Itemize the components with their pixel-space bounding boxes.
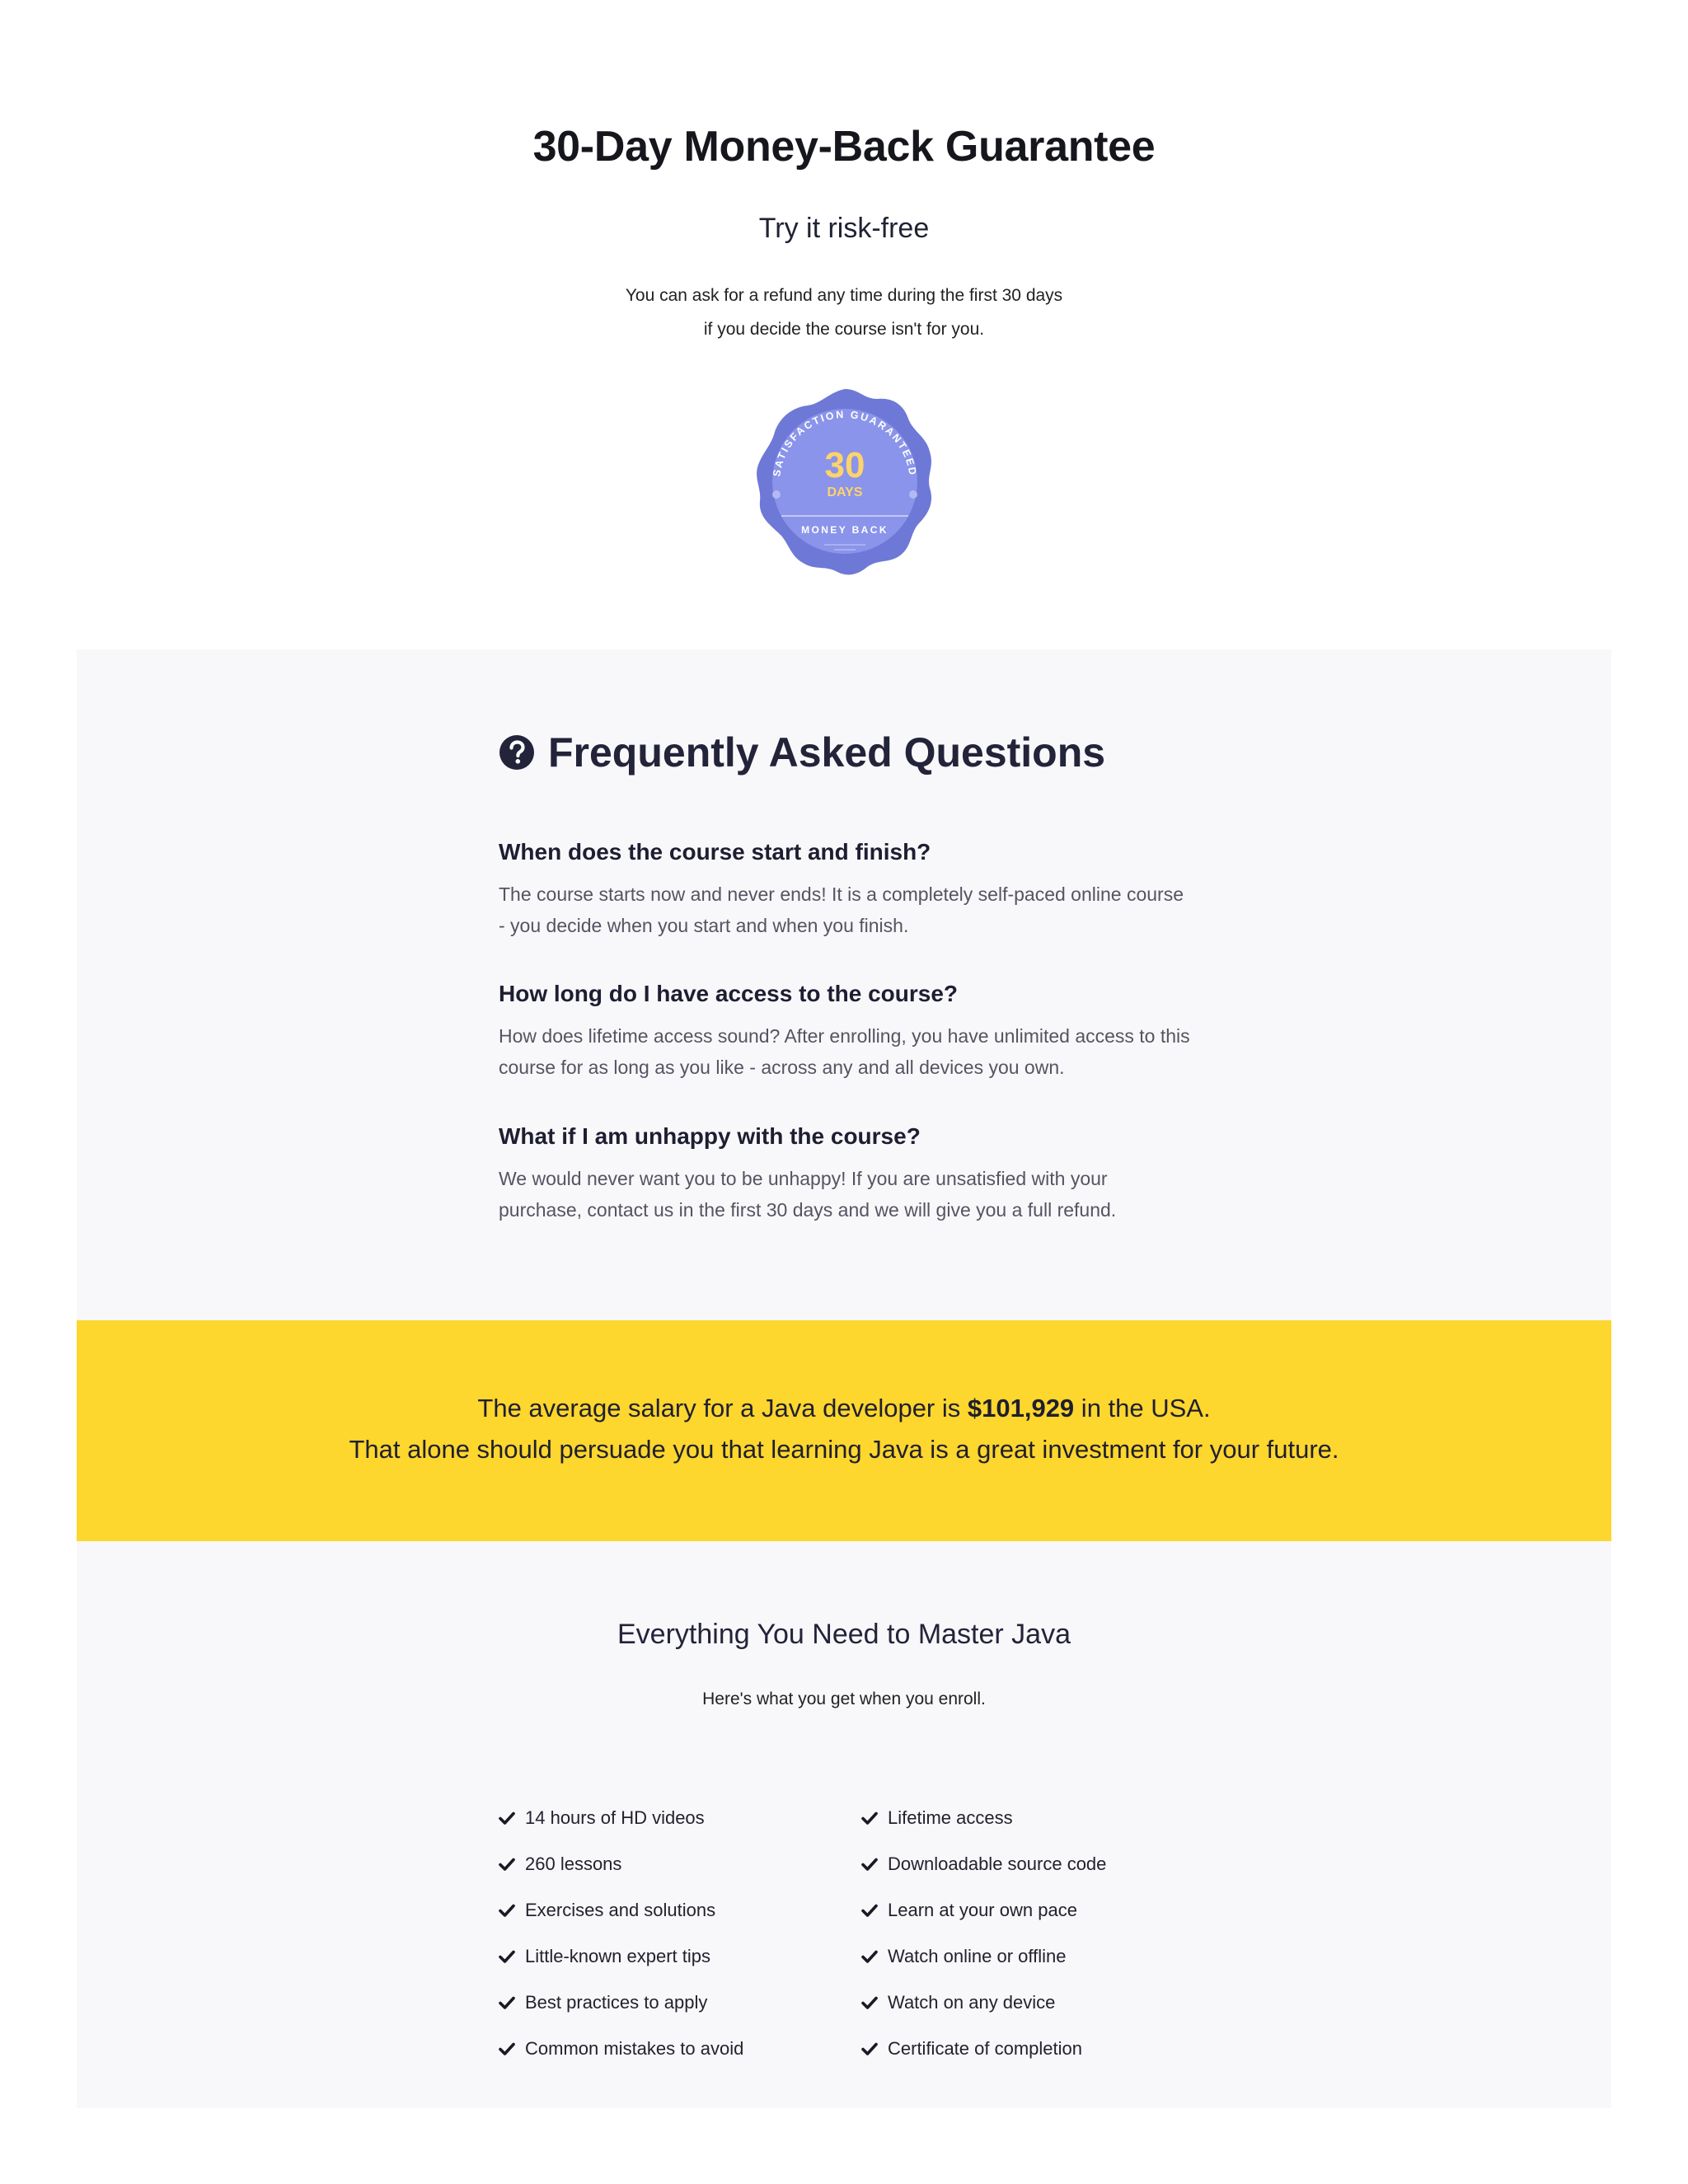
feature-label: Watch on any device	[888, 1992, 1056, 2013]
feature-item	[861, 1795, 1224, 1841]
feature-item	[861, 1841, 1224, 1887]
feature-label: 260 lessons	[525, 1854, 622, 1874]
question-circle-icon	[499, 734, 535, 771]
feature-item	[499, 1795, 861, 1841]
badge-dot-left	[772, 490, 781, 499]
checkmark-icon	[861, 1948, 878, 1965]
feature-label: 14 hours of HD videos	[525, 1807, 705, 1828]
faq-title	[499, 725, 1207, 780]
checkmark-icon	[861, 1856, 878, 1872]
checkmark-icon	[499, 1948, 515, 1965]
master-subtitle: Here's what you get when you enroll.	[702, 1690, 986, 1708]
guarantee-text	[0, 279, 1688, 346]
feature-label: Lifetime access	[888, 1807, 1013, 1828]
feature-item	[499, 1980, 861, 2026]
guarantee-section	[0, 0, 1688, 651]
faq-answer: The course starts now and never ends! It is a completely self-paced online course - you decide when you start and when you finish.	[499, 883, 1184, 936]
badge-dot-right	[909, 490, 917, 499]
badge-arc-text: SATISFACTION GUARANTEED	[771, 408, 919, 478]
salary-banner	[77, 1320, 1611, 1541]
faq-answer: How does lifetime access sound? After enrolling, you have unlimited access to this course for as long as you like - across any and all devices you own.	[499, 1025, 1190, 1078]
feature-column-right	[861, 1795, 1224, 2072]
badge-unit: DAYS	[827, 485, 863, 499]
guarantee-title: 30-Day Money-Back Guarantee	[532, 123, 1156, 171]
feature-label: Exercises and solutions	[525, 1900, 716, 1920]
faq-question: When does the course start and finish?	[499, 839, 931, 865]
faq-item	[499, 837, 1207, 941]
faq-question: How long do I have access to the course?	[499, 981, 959, 1006]
feature-item	[499, 1841, 861, 1887]
badge-number: 30	[824, 445, 865, 485]
guarantee-text-line-2: if you decide the course isn't for you.	[703, 320, 985, 339]
money-back-badge	[750, 386, 940, 580]
banner-line-1-start: The average salary for a Java developer is	[477, 1394, 968, 1422]
feature-column-left	[499, 1795, 861, 2072]
banner-line-1-end: in the USA.	[1074, 1394, 1211, 1422]
guarantee-text-line-1: You can ask for a refund any time during the first 30 days	[625, 286, 1063, 305]
banner-line-2: That alone should persuade you that learning Java is a great investment for your future.	[349, 1435, 1339, 1464]
faq-question: What if I am unhappy with the course?	[499, 1123, 921, 1149]
feature-item	[861, 1980, 1224, 2026]
feature-label: Certificate of completion	[888, 2038, 1082, 2059]
feature-item	[499, 1887, 861, 1933]
badge-bottom-text: MONEY BACK	[801, 524, 889, 536]
checkmark-icon	[861, 1902, 878, 1919]
feature-item	[861, 1933, 1224, 1980]
faq-item	[499, 979, 1207, 1083]
faq-answer: We would never want you to be unhappy! If you are unsatisfied with your purchase, contact us in the first 30 days and we will give you a full refund.	[499, 1168, 1117, 1221]
feature-label: Best practices to apply	[525, 1992, 708, 2013]
banner-salary-value: $101,929	[967, 1394, 1075, 1422]
checkmark-icon	[861, 2041, 878, 2057]
feature-item	[861, 2026, 1224, 2072]
checkmark-icon	[861, 1994, 878, 2011]
checkmark-icon	[861, 1810, 878, 1826]
checkmark-icon	[499, 1856, 515, 1872]
feature-item	[861, 1887, 1224, 1933]
feature-item	[499, 2026, 861, 2072]
faq-section	[499, 725, 1207, 1221]
feature-label: Common mistakes to avoid	[525, 2038, 744, 2059]
banner-line-1	[77, 1388, 1611, 1429]
feature-item	[499, 1933, 861, 1980]
master-java-section	[77, 1615, 1611, 1709]
faq-item	[499, 1122, 1207, 1226]
feature-label: Little-known expert tips	[525, 1946, 710, 1966]
guarantee-subtitle: Try it risk-free	[758, 213, 930, 244]
master-title: Everything You Need to Master Java	[617, 1619, 1071, 1650]
feature-list	[499, 1795, 1207, 2075]
feature-label: Watch online or offline	[888, 1946, 1067, 1966]
checkmark-icon	[499, 2041, 515, 2057]
feature-label: Learn at your own pace	[888, 1900, 1077, 1920]
checkmark-icon	[499, 1810, 515, 1826]
faq-title-text: Frequently Asked Questions	[548, 729, 1106, 776]
checkmark-icon	[499, 1994, 515, 2011]
feature-label: Downloadable source code	[888, 1854, 1107, 1874]
checkmark-icon	[499, 1902, 515, 1919]
